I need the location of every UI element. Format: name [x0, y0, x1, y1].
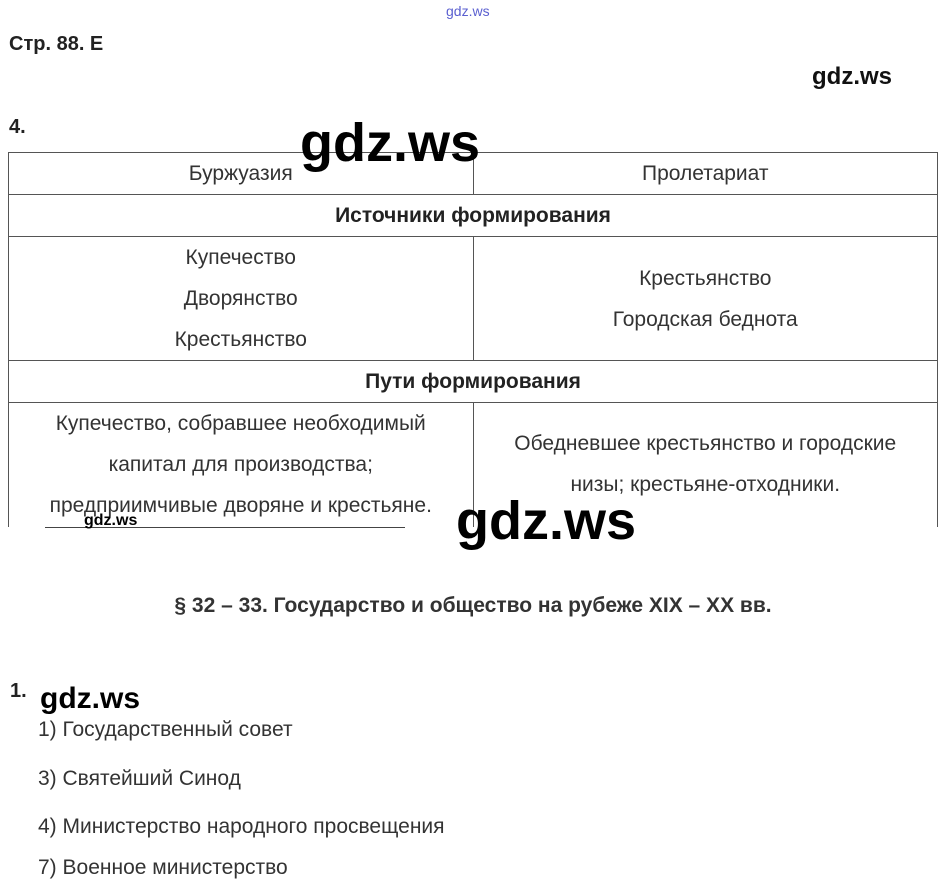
- header-proletariat: Пролетариат: [473, 153, 938, 195]
- watermark-right: gdz.ws: [812, 63, 893, 90]
- list-item: 1) Государственный совет: [38, 718, 293, 741]
- ways-line: предприимчивые дворяне и крестьяне.: [49, 494, 432, 517]
- source-item: Дворянство: [183, 287, 298, 310]
- page-reference: Стр. 88. Е: [9, 33, 104, 55]
- watermark-big-bottom: gdz.ws: [456, 491, 637, 551]
- section-title: § 32 – 33. Государство и общество на рубеже XIX – XX вв.: [174, 594, 772, 617]
- ways-line: капитал для производства;: [108, 453, 373, 476]
- source-item: Купечество: [185, 246, 296, 269]
- watermark-top: gdz.ws: [446, 3, 490, 19]
- source-item: Городская беднота: [612, 307, 798, 331]
- ways-line: Купечество, собравшее необходимый: [55, 412, 426, 435]
- task-4-number: 4.: [9, 116, 26, 138]
- list-item: 7) Военное министерство: [38, 856, 288, 879]
- section-ways-title: Пути формирования: [9, 361, 938, 403]
- source-item: Крестьянство: [174, 328, 307, 351]
- source-item: Крестьянство: [639, 266, 772, 290]
- sources-bourgeoisie-cell: [9, 237, 474, 361]
- task-1-number: 1.: [10, 680, 27, 702]
- header-bourgeoisie: Буржуазия: [9, 153, 474, 195]
- section-sources-title: Источники формирования: [9, 195, 938, 237]
- watermark-big-table: gdz.ws: [300, 113, 481, 173]
- list-item: 3) Святейший Синод: [38, 767, 241, 790]
- ways-line: низы; крестьяне-отходники.: [570, 473, 841, 496]
- list-item: 4) Министерство народного просвещения: [38, 815, 445, 838]
- watermark-small-under: gdz.ws: [84, 512, 138, 529]
- ways-line: Обедневшее крестьянство и городские: [514, 432, 897, 455]
- ways-bourgeoisie-cell: [9, 403, 474, 527]
- sources-proletariat-cell: [473, 237, 938, 361]
- watermark-list: gdz.ws: [40, 682, 141, 715]
- formation-table: [8, 152, 938, 527]
